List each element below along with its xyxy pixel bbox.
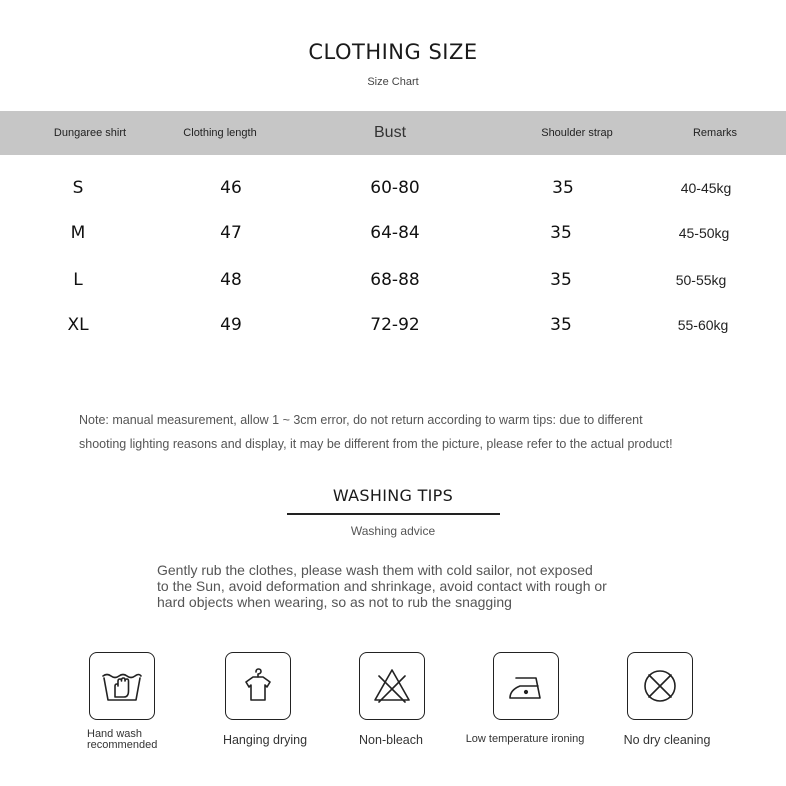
bust-cell: 68-88 bbox=[370, 270, 420, 290]
length-cell: 47 bbox=[220, 223, 242, 243]
length-cell: 46 bbox=[220, 178, 242, 198]
table-row bbox=[0, 218, 786, 248]
hand-wash-icon bbox=[89, 652, 155, 720]
size-cell: XL bbox=[67, 315, 89, 335]
table-row bbox=[0, 265, 786, 295]
remarks-cell: 55-60kg bbox=[677, 317, 729, 333]
measurement-note bbox=[79, 408, 739, 456]
hanging-dry-icon bbox=[225, 652, 291, 720]
size-cell: M bbox=[70, 223, 86, 243]
washing-title: WASHING TIPS bbox=[332, 486, 454, 505]
remarks-cell: 50-55kg bbox=[675, 272, 727, 288]
instruction-line: to the Sun, avoid deformation and shrinkage, avoid contact with rough or bbox=[157, 578, 607, 594]
remarks-cell: 40-45kg bbox=[680, 180, 732, 196]
bust-cell: 60-80 bbox=[370, 178, 420, 198]
length-cell: 48 bbox=[220, 270, 242, 290]
page-subtitle: Size Chart bbox=[367, 76, 419, 88]
table-row bbox=[0, 173, 786, 203]
hand-wash-label: Hand wash recommended bbox=[87, 728, 158, 751]
strap-cell: 35 bbox=[550, 270, 572, 290]
note-line: shooting lighting reasons and display, it may be different from the picture, please refer to the actual product! bbox=[79, 437, 673, 451]
note-line: Note: manual measurement, allow 1 ~ 3cm error, do not return according to warm tips: due to different bbox=[79, 413, 643, 427]
page-title: CLOTHING SIZE bbox=[308, 40, 478, 64]
strap-cell: 35 bbox=[550, 315, 572, 335]
size-cell: L bbox=[73, 270, 83, 290]
bust-cell: 64-84 bbox=[370, 223, 420, 243]
low-iron-icon bbox=[493, 652, 559, 720]
size-cell: S bbox=[72, 178, 84, 198]
washing-instructions bbox=[157, 562, 647, 610]
size-table-header bbox=[0, 111, 786, 155]
instruction-line: hard objects when wearing, so as not to rub the snagging bbox=[157, 594, 512, 610]
column-header-shoulder-strap: Shoulder strap bbox=[541, 127, 613, 139]
bust-cell: 72-92 bbox=[370, 315, 420, 335]
washing-subtitle: Washing advice bbox=[350, 524, 436, 538]
strap-cell: 35 bbox=[552, 178, 574, 198]
instruction-line: Gently rub the clothes, please wash them with cold sailor, not exposed bbox=[157, 562, 593, 578]
column-header-clothing-length: Clothing length bbox=[183, 127, 257, 139]
no-bleach-label: Non-bleach bbox=[359, 733, 423, 747]
column-header-bust: Bust bbox=[373, 124, 407, 141]
no-dry-clean-icon bbox=[627, 652, 693, 720]
length-cell: 49 bbox=[220, 315, 242, 335]
column-header-dungaree-shirt: Dungaree shirt bbox=[53, 127, 127, 139]
remarks-cell: 45-50kg bbox=[678, 225, 730, 241]
strap-cell: 35 bbox=[550, 223, 572, 243]
divider bbox=[287, 513, 500, 515]
table-row bbox=[0, 310, 786, 340]
hanging-dry-label: Hanging drying bbox=[222, 733, 308, 747]
no-dry-clean-label: No dry cleaning bbox=[623, 733, 711, 747]
low-iron-label: Low temperature ironing bbox=[465, 733, 585, 745]
no-bleach-icon bbox=[359, 652, 425, 720]
column-header-remarks: Remarks bbox=[692, 127, 738, 139]
